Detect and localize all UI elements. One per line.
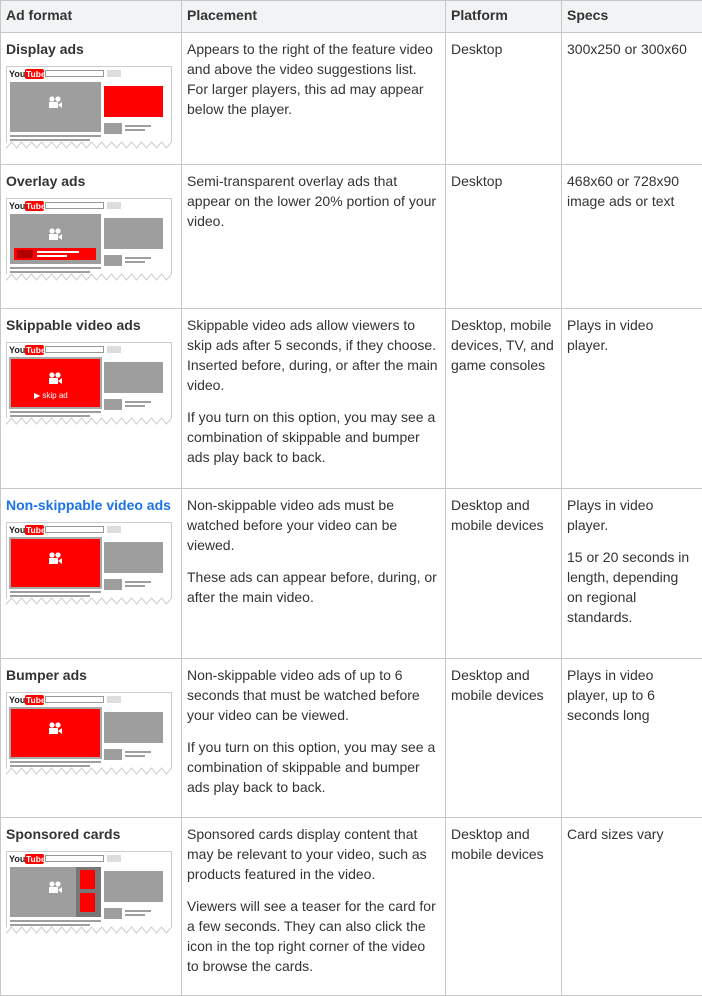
suggestion-line [125, 585, 145, 587]
suggestion-line [125, 129, 145, 131]
display-ads-illustration [6, 66, 172, 150]
platform-cell [446, 309, 562, 489]
youtube-logo-you: You [9, 345, 26, 355]
specs-text: 300x250 or 300x60 [567, 41, 687, 57]
sponsored-card [80, 870, 95, 889]
platform-text: Desktop [451, 173, 503, 189]
search-button [107, 70, 121, 77]
suggestion-thumb [104, 908, 122, 919]
ad-format-thumbnail [6, 66, 172, 150]
search-button [107, 526, 121, 533]
description-line [10, 139, 90, 141]
overlay-ad-text-line [37, 251, 79, 253]
table-row [1, 33, 702, 165]
youtube-logo-tube: Tube [26, 69, 46, 79]
suggestion-line [125, 257, 151, 259]
ad-format-cell [1, 659, 182, 818]
specs-text: Card sizes vary [567, 826, 664, 842]
header-specs: Specs [562, 1, 702, 33]
ad-format-title: Skippable video ads [6, 317, 141, 333]
youtube-logo-you: You [9, 695, 26, 705]
youtube-logo-tube: Tube [26, 854, 46, 864]
search-button [107, 696, 121, 703]
youtube-logo-you: You [9, 201, 26, 211]
table-header-row [1, 1, 702, 33]
specs-cell [562, 818, 702, 996]
suggestion-thumb [104, 579, 122, 590]
ad-format-thumbnail [6, 522, 172, 606]
table-row [1, 659, 702, 818]
specs-text: Plays in video player. [567, 317, 654, 353]
camera-icon-part [55, 96, 60, 101]
table-row [1, 818, 702, 996]
youtube-logo-you: You [9, 69, 26, 79]
suggestion-line [125, 261, 145, 263]
title-line [10, 761, 101, 763]
youtube-logo-you: You [9, 854, 26, 864]
specs-cell [562, 165, 702, 309]
placement-text: Non-skippable video ads of up to 6 seconds that must be watched before your video can be viewed. [187, 667, 420, 723]
placement-cell [182, 309, 446, 489]
suggestion-line [125, 125, 151, 127]
description-line [10, 595, 90, 597]
ad-format-title: Bumper ads [6, 667, 87, 683]
specs-cell [562, 489, 702, 659]
overlay-ad-text-line [37, 255, 67, 257]
suggestion-thumb [104, 123, 122, 134]
title-line [10, 920, 101, 922]
suggestion-large [104, 542, 163, 573]
suggestion-line [125, 581, 151, 583]
title-line [10, 411, 101, 413]
camera-icon-body [49, 102, 58, 108]
specs-text: Plays in video player, up to 6 seconds long [567, 667, 655, 723]
camera-icon-part [55, 722, 60, 727]
description-line [10, 924, 90, 926]
suggestion-line [125, 910, 151, 912]
skippable-video-ads-illustration [6, 342, 172, 426]
placement-text: Sponsored cards display content that may be relevant to your video, such as products featured in the video. [187, 826, 427, 882]
suggestion-large [104, 871, 163, 902]
ad-format-cell [1, 33, 182, 165]
header-placement: Placement [182, 1, 446, 33]
overlay-ads-illustration [6, 198, 172, 282]
description-line [10, 271, 90, 273]
camera-icon-part [55, 881, 60, 886]
platform-cell [446, 33, 562, 165]
ad-format-link[interactable]: Non-skippable video ads [6, 497, 171, 513]
placement-text: Semi-transparent overlay ads that appear on the lower 20% portion of your video. [187, 173, 437, 229]
platform-cell [446, 659, 562, 818]
header-ad-format: Ad format [1, 1, 182, 33]
ad-format-thumbnail [6, 851, 172, 935]
search-bar [46, 71, 104, 77]
youtube-logo-you: You [9, 525, 26, 535]
description-line [10, 765, 90, 767]
suggestion-large [104, 362, 163, 393]
placement-cell [182, 33, 446, 165]
youtube-logo-tube: Tube [26, 345, 46, 355]
camera-icon-body [49, 378, 58, 384]
display-ad [104, 86, 163, 117]
platform-cell [446, 818, 562, 996]
suggestion-line [125, 405, 145, 407]
search-bar [46, 347, 104, 353]
table-row [1, 165, 702, 309]
platform-cell [446, 489, 562, 659]
table-row [1, 489, 702, 659]
table-row [1, 309, 702, 489]
suggestion-line [125, 751, 151, 753]
search-bar [46, 203, 104, 209]
placement-cell [182, 165, 446, 309]
placement-text: Viewers will see a teaser for the card for a few seconds. They can also click the icon in the top right corner of the video to browse the cards. [187, 898, 436, 974]
ad-format-title: Sponsored cards [6, 826, 121, 842]
overlay-ad-image [17, 250, 33, 258]
youtube-logo-tube: Tube [26, 695, 46, 705]
camera-icon-body [49, 558, 58, 564]
ad-format-thumbnail [6, 342, 172, 426]
youtube-logo-tube: Tube [26, 525, 46, 535]
placement-cell [182, 818, 446, 996]
ad-format-cell [1, 165, 182, 309]
placement-text: Skippable video ads allow viewers to skip ads after 5 seconds, if they choose. Inserted before, during, or after the main video. [187, 317, 438, 393]
suggestion-line [125, 755, 145, 757]
placement-text: Appears to the right of the feature video and above the video suggestions list. For larger players, this ad may appear below the player. [187, 41, 433, 117]
suggestion-thumb [104, 399, 122, 410]
title-line [10, 135, 101, 137]
title-line [10, 267, 101, 269]
camera-icon-part [55, 552, 60, 557]
placement-text: Non-skippable video ads must be watched before your video can be viewed. [187, 497, 398, 553]
camera-icon-part [49, 96, 54, 101]
ad-format-title: Display ads [6, 41, 84, 57]
platform-cell [446, 165, 562, 309]
placement-text: These ads can appear before, during, or after the main video. [187, 569, 437, 605]
suggestion-large [104, 218, 163, 249]
camera-icon-body [49, 234, 58, 240]
ad-format-thumbnail [6, 692, 172, 776]
suggestion-line [125, 401, 151, 403]
camera-icon-part [55, 372, 60, 377]
specs-cell [562, 659, 702, 818]
search-button [107, 202, 121, 209]
search-bar [46, 856, 104, 862]
suggestion-thumb [104, 749, 122, 760]
camera-icon-part [49, 228, 54, 233]
placement-cell [182, 489, 446, 659]
ad-format-thumbnail [6, 198, 172, 282]
placement-text: If you turn on this option, you may see a combination of skippable and bumper ads play back to back. [187, 739, 436, 795]
ad-format-cell [1, 489, 182, 659]
ad-format-title: Overlay ads [6, 173, 86, 189]
platform-text: Desktop and mobile devices [451, 497, 544, 533]
search-button [107, 346, 121, 353]
specs-text: 15 or 20 seconds in length, depending on regional standards. [567, 549, 690, 625]
non-skippable-video-ads-illustration [6, 522, 172, 606]
specs-cell [562, 309, 702, 489]
platform-text: Desktop and mobile devices [451, 826, 544, 862]
sponsored-card [80, 893, 95, 912]
search-bar [46, 697, 104, 703]
suggestion-line [125, 914, 145, 916]
suggestion-thumb [104, 255, 122, 266]
camera-icon-body [49, 887, 58, 893]
suggestion-large [104, 712, 163, 743]
specs-text: Plays in video player. [567, 497, 654, 533]
header-platform: Platform [446, 1, 562, 33]
camera-icon-part [55, 228, 60, 233]
camera-icon-part [49, 722, 54, 727]
placement-text: If you turn on this option, you may see a combination of skippable and bumper ads play back to back. [187, 409, 436, 465]
platform-text: Desktop [451, 41, 503, 57]
search-button [107, 855, 121, 862]
platform-text: Desktop, mobile devices, TV, and game consoles [451, 317, 554, 373]
skip-ad-label: ▶ skip ad [34, 391, 68, 400]
placement-cell [182, 659, 446, 818]
platform-text: Desktop and mobile devices [451, 667, 544, 703]
description-line [10, 415, 90, 417]
camera-icon-part [49, 552, 54, 557]
youtube-logo-tube: Tube [26, 201, 46, 211]
specs-cell [562, 33, 702, 165]
title-line [10, 591, 101, 593]
camera-icon-part [49, 372, 54, 377]
search-bar [46, 527, 104, 533]
ad-format-cell [1, 818, 182, 996]
specs-text: 468x60 or 728x90 image ads or text [567, 173, 680, 209]
bumper-ads-illustration [6, 692, 172, 776]
camera-icon-part [49, 881, 54, 886]
sponsored-cards-illustration [6, 851, 172, 935]
ad-format-cell [1, 309, 182, 489]
camera-icon-body [49, 728, 58, 734]
